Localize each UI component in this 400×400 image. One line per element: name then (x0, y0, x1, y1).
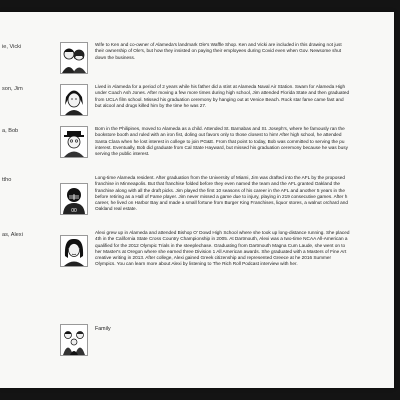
bio-line: Long-time Alameda resident. After graduation from the University of Miami, Jim was drafted into the AFL by the proposed (95, 175, 345, 180)
entry-bio (95, 126, 394, 157)
bio-line: Olympics. You can learn more about Alexi by listening to The Rich Roll Podcast interview with her. (95, 261, 298, 267)
family-label: Family (95, 326, 111, 332)
bio-line: franchise along with all the draft picks. Jim played the first 10 seasons of his career in the AFL and another 5 years in the (95, 187, 345, 193)
bio-line: Alexi grew up in Alameda and attended Bishop O' Dowd High School where she took up long-distance running. She placed (95, 230, 350, 235)
bio-line: Born in the Philipines, moved to Alameda as a child. Attended St. Barnabas and St. Joseph's, where he famously ran the (95, 126, 345, 131)
bio-line: bookstore booth and ruled with an iron fist, doling out favors only to those closest to him! After high school, he attended (95, 132, 342, 138)
bio-line: creative writing in 2013. After college, Alexi gained Greek citizenship and represented Greece at he 2016 Summer (95, 255, 332, 261)
bio-line: Lived in Alameda for a period of 2 years while his father did a stint at Alameda Naval Air Station. Swam for Alameda High (95, 84, 346, 89)
entry-name: ie, Vicki (2, 44, 22, 50)
man-portrait-icon (60, 84, 88, 116)
couple-portrait-icon (60, 42, 88, 74)
bio-line: franchise in Minneapolis. But that franchise folded before they even named the team and the AFL granted Oakland the (95, 181, 341, 187)
bio-line: from UCLA film school. Missed his graduation ceremony by hanging out at Venice Beach. Rock star fame came fast and (95, 96, 344, 102)
bio-line: under Coach Ash Jones. After moving a few more times during high school, Jim attended Florida State and then graduated (95, 90, 350, 96)
document-page (0, 12, 394, 388)
entry-name: a, Bob (2, 128, 19, 134)
man-with-hat-portrait-icon (60, 126, 88, 158)
entry-name: as, Alexi (2, 232, 23, 238)
woman-portrait-icon (60, 235, 88, 267)
bio-line: 4th in the California State Cross Country Championship in 2005. At Dartmouth, Alexi was a two-time NCAA All-American a (95, 236, 348, 242)
bio-line: serving the public interest. (95, 151, 150, 157)
bio-line: down the business. (95, 54, 136, 60)
bio-line: their ownership of Ole's, but how they insisted on paying their employees during Covid even when Gov. Newsome shut (95, 48, 341, 54)
entry-bio (95, 42, 394, 61)
entry-bio (95, 230, 394, 268)
entry-name: son, Jim (2, 86, 23, 92)
football-player-portrait-icon (60, 183, 88, 215)
family-portrait-icon (60, 324, 88, 356)
bio-line: career, he lived on Harbor Bay and made a small fortune from Burger King Franchises, liquor stores, a walnut orchard and (95, 200, 348, 206)
bio-line: Santa Clara when he lost interest in college to join PG&E. From that point to today, Bob was committed to serving the pu (95, 138, 345, 144)
entry-bio (95, 84, 394, 109)
svg-text:00: 00 (71, 208, 77, 214)
bio-line: interest. Eventually, Bob did graduate from Cal State Hayward, but missed his graduation ceremony because he was busy (95, 144, 348, 150)
bio-line: qualified for the 2012 Olympic Trials in the steeplechase. Graduating from Dartmouth Magna Cum Laude, she went on to (95, 242, 346, 248)
bio-line: her Master's at Oregon where she earned three Division 1 All American awards. She graduated with a Masters of Fine Art (95, 248, 347, 254)
bio-line: Oakland real estate. (95, 206, 137, 212)
entry-name: ttho (2, 177, 12, 183)
entry-bio (95, 175, 394, 213)
bio-line: but alcool and drugs killed him by the time he was 27. (95, 102, 207, 108)
bio-line: Wife to Ken and co-owner of Alameda's landmark Ole's Waffle Shop. Ken and Vicki are included in this drawing not just (95, 42, 342, 47)
bio-line: before retiring as a Hall of Fame player. Jim never missed a game due to injury, playing in 219 consecutive games. After h (95, 193, 348, 199)
